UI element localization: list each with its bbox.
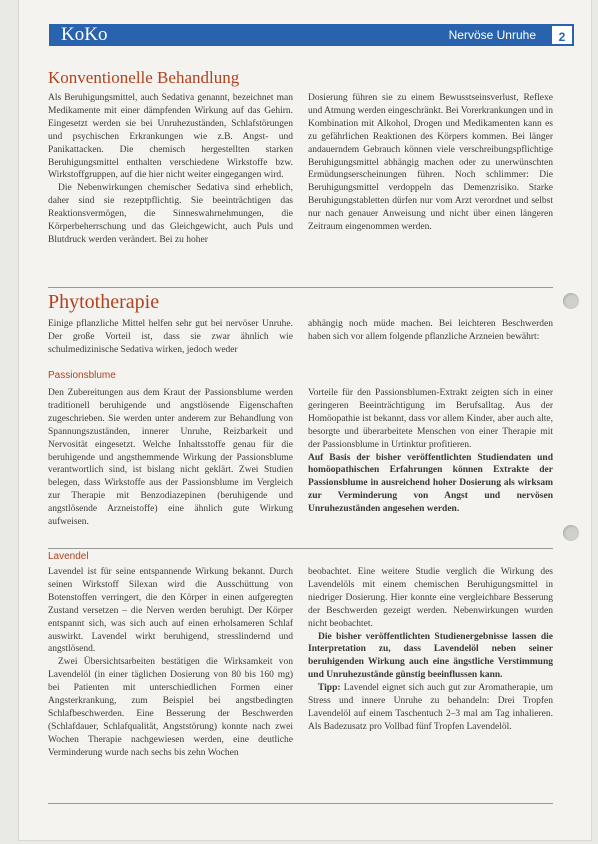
paragraph-bold: Die bisher veröffentlichten Studienergebnisse lassen die Interpretation zu, dass Lavendelöl neben seiner beruhigenden Wirkung auch eine ängstliche Verstimmung und Unruhezustände günstig beeinflussen kann.: [308, 631, 553, 681]
section-divider: [48, 287, 553, 288]
koko-logo: KoKo: [61, 24, 108, 45]
running-title: Nervöse Unruhe: [448, 28, 536, 42]
tip-label: Tipp:: [318, 683, 341, 694]
passionsblume-column-right: [308, 387, 553, 516]
phyto-intro-right: [308, 318, 553, 344]
passionsblume-column-left: [48, 387, 293, 529]
section-divider: [48, 548, 553, 549]
page-header: [49, 24, 574, 46]
punch-hole: [563, 293, 579, 309]
paragraph-bold: Auf Basis der bisher veröffentlichten Studiendaten und homöopathischen Erfahrungen können Extrakte der Passionsblume in ausreichend hoher Dosierung als wirksam zur Verminderung von Angst und nervösen Unruhezuständen angesehen werden.: [308, 452, 553, 515]
paragraph: Einige pflanzliche Mittel helfen sehr gut bei nervöser Unruhe. Der große Vorteil ist, dass sie zwar ähnlich wie schulmedizinische Sedativa wirken, jedoch weder: [48, 319, 293, 355]
tip-paragraph: [308, 682, 553, 734]
footer-rule: [48, 803, 553, 804]
konventionell-column-right: [308, 92, 553, 234]
lavendel-column-left: [48, 566, 293, 760]
heading-passionsblume: Passionsblume: [48, 370, 116, 381]
tip-text: Lavendel eignet sich auch gut zur Aromatherapie, um Stress und innere Unruhe zu behandeln: Drei Tropfen Lavendelöl auf einem Taschentuch 2–3 mal am Tag inhalieren. Als Badezusatz pro Vollbad fünf Tropfen Lavendelöl.: [308, 683, 553, 732]
paragraph: Dosierung führen sie zu einem Bewusstseinsverlust, Reflexe und Atmung werden eingeschränkt. Bei Vorerkrankungen und in Kombination mit Alkohol, Drogen und Medikamenten kann es zu gefährlichen Reaktionen des Körpers kommen. Bei länger andauerndem Gebrauch können viele verschreibungspflichtige Beruhigungsmittel abhängig machen oder zu unerwünschten Ermüdungserscheinungen führen. Noch schlimmer: Die Beruhigungsmittel verdoppeln das Demenzrisiko. Starke Beruhigungstabletten dürfen nur vom Arzt verordnet und selbst nur nach genauer Anweisung und nicht über einen längeren Zeitraum eingenommen werden.: [308, 93, 554, 233]
punch-hole: [563, 525, 579, 541]
paragraph: Als Beruhigungsmittel, auch Sedativa genannt, bezeichnet man Medikamente mit einer dämpfenden Wirkung auf das Gehirn. Eingesetzt werden sie bei Unruhezuständen, Schlafstörungen und psychischen Erkrankungen wie z.B. Angst- und Panikattacken. Die chemisch hergestellten starken Beruhigungsmittel enthalten verschiedene Wirkstoffe bzw. Wirkstoffgruppen, auf die hier nicht weiter eingegangen wird.: [48, 93, 293, 181]
page-number: 2: [550, 24, 574, 46]
heading-lavendel: Lavendel: [48, 551, 89, 562]
heading-phytotherapie: Phytotherapie: [48, 291, 160, 313]
heading-konventionelle-behandlung: Konventionelle Behandlung: [48, 68, 240, 87]
paragraph: Lavendel ist für seine entspannende Wirkung bekannt. Durch seinen Wirkstoff Silexan wird die Ausschüttung von Botenstoffen verringert, die den Körper in einen aufgeregten Zustand versetzen – die Nerven werden beruhigt. Der Körper entspannt sich, was sich auch auf einen erholsameren Schlaf auswirkt. Lavendel wirkt beruhigend, stresslindernd und angstlösend.: [48, 567, 293, 655]
paragraph: Den Zubereitungen aus dem Kraut der Passionsblume werden traditionell beruhigende und angstlösende Eigenschaften zugeschrieben. Sie werden unter anderem zur Behandlung von Spannungszuständen, innerer Unruhe, Reizbarkeit und Nervosität eingesetzt. Welche Inhaltsstoffe genau für die beruhigende und angsthemmende Wirkung der Passionsblume verantwortlich sind, ist bislang nicht geklärt. Zwei Studien belegen, dass Wirkstoffe aus der Passionsblume im Vergleich zur Therapie mit Benzodiazepinen (beruhigende und angstlösende Arzneistoffe) eine ähnlich gute Wirkung aufweisen.: [48, 388, 293, 528]
paragraph: Zwei Übersichtsarbeiten bestätigen die Wirksamkeit von Lavendelöl (in einer täglichen Dosierung von 80 bis 160 mg) bei Patienten mit unterschiedlichen Formen einer Angsterkrankung, zum Beispiel bei angstbedingten Schlafbeschwerden. Eine Besserung der Beschwerden (Schlafdauer, Schlafqualität, Angststörung) konnte nach zwei Wochen Therapie nachgewiesen werden, eine deutliche Verminderung wurde nach sechs bis zehn Wochen: [48, 657, 293, 758]
phyto-intro-left: [48, 318, 293, 357]
paragraph: abhängig noch müde machen. Bei leichteren Beschwerden haben sich vor allem folgende pflanzliche Arzneien bewährt:: [308, 319, 553, 342]
paragraph: beobachtet. Eine weitere Studie verglich die Wirkung des Lavendelöls mit einem chemischen Beruhigungsmittel in niedriger Dosierung. Hier konnte eine vergleichbare Besserung der Beschwerden gezeigt werden. Nebenwirkungen wurden nicht beobachtet.: [308, 567, 553, 629]
konventionell-column-left: [48, 92, 293, 247]
paragraph: Die Nebenwirkungen chemischer Sedativa sind erheblich, daher sind sie rezeptpflichtig. Sie beeinträchtigen das Reaktionsvermögen, die Sinneswahrnehmungen, die Körperbeherrschung und das Gleichgewicht, auch Puls und Blutdruck werden verändert. Bei zu hoher: [48, 183, 293, 245]
lavendel-column-right: [308, 566, 553, 734]
paragraph: Vorteile für den Passionsblumen-Extrakt zeigten sich in einer geringeren Beeinträchtigung im Berufsalltag. Aus der Homöopathie ist bekannt, dass vor allem Kinder, aber auch alte, besorgte und überarbeitete Menschen von einer Therapie mit der Passionsblume in Urtinktur profitieren.: [308, 388, 553, 450]
